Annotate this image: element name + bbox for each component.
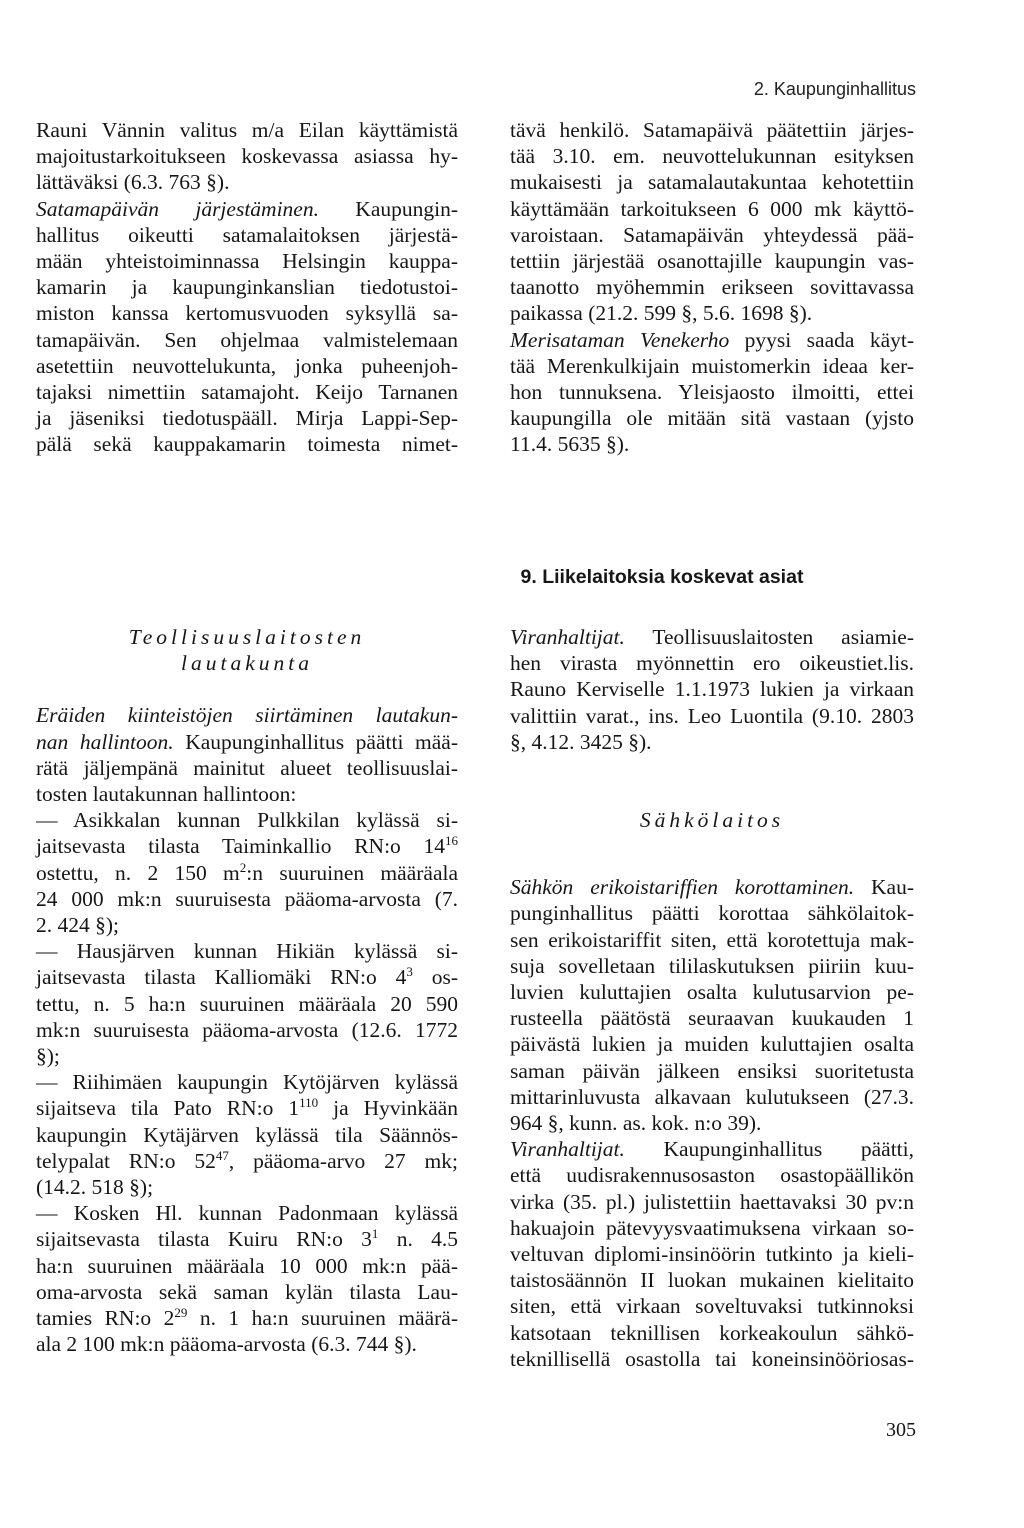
text-line: — Hausjärven kunnan Hikiän kylässä si- — [36, 939, 458, 964]
section-title — [0, 566, 1024, 589]
section-title-text: 9. Liikelaitoksia koskevat asiat — [520, 566, 804, 588]
bottom-right-column — [510, 624, 914, 1372]
text-line: — Kosken Hl. kunnan Padonmaan kylässä — [36, 1201, 458, 1226]
text-line — [36, 833, 458, 859]
text-line: kamarin ja kaupunginkanslian tiedotustoi- — [36, 275, 458, 300]
text-line: asetettiin neuvottelukunta, jonka puheenjoh- — [36, 353, 458, 378]
text-line — [36, 1226, 458, 1252]
erikoistariffit-paragraph-start — [510, 874, 914, 900]
satamapaiva-paragraph-start — [36, 196, 458, 222]
text-line: kaupungin Kytäjärven kylässä tila Säännös- — [36, 1122, 458, 1147]
text-line: ala 2 100 mk:n pääoma-arvosta (6.3. 744 §). — [36, 1332, 417, 1357]
text-line: — Riihimäen kaupungin Kytöjärven kylässä — [36, 1070, 458, 1095]
text-run: Kaupunginhallitus päätti mää- — [185, 729, 458, 754]
text-line: 2. 424 §); — [36, 913, 120, 938]
text-line: kaupungilla ole mitään sitä vastaan (yjsto — [510, 406, 914, 431]
text-line: virka (35. pl.) julistettiin haettavaksi 30 pv:n — [510, 1189, 914, 1214]
text-run: jaitsevasta tilasta Kalliomäki RN:o 4 — [36, 965, 407, 990]
top-right-column — [510, 117, 914, 458]
text-line: Rauni Vännin valitus m/a Eilan käyttämistä — [36, 118, 458, 142]
text-run: ostettu, n. 2 150 m — [36, 860, 240, 885]
viranhaltijat-paragraph-start — [510, 624, 914, 650]
text-line — [36, 1305, 458, 1331]
spacer — [510, 755, 914, 807]
superscript: 110 — [299, 1095, 319, 1111]
text-line: tää Merenkulkijain muistomerkin ideaa ker- — [510, 353, 914, 378]
text-line: 11.4. 5635 §). — [510, 432, 630, 457]
text-line: teknillisellä osastolla tai koneinsinööriosas- — [510, 1346, 914, 1371]
running-header: 2. Kaupunginhallitus — [753, 79, 916, 99]
text-line: (14.2. 518 §); — [36, 1175, 154, 1200]
text-line — [36, 1148, 458, 1174]
text-run: tamies RN:o 2 — [36, 1306, 175, 1331]
text-line: tajaksi nimettiin satamajoht. Keijo Tarnanen — [36, 380, 458, 405]
text-line: saman päivän jälkeen ensiksi suoritetusta — [510, 1058, 914, 1083]
text-run: Kaupungin- — [355, 196, 458, 221]
text-line: Rauno Kerviselle 1.1.1973 lukien ja virkaan — [510, 677, 914, 702]
text-line: paikassa (21.2. 599 §, 5.6. 1698 §). — [510, 301, 813, 326]
erikoistariffit-heading: Sähkön erikoistariffien korottaminen. — [510, 875, 855, 900]
text-line: mään yhteistoiminnassa Helsingin kauppa- — [36, 249, 458, 274]
text-line: katsotaan teknillisen korkeakoulun sähkö- — [510, 1320, 914, 1345]
text-line: luvien kuluttajien osalta kulutusarvion pe- — [510, 980, 914, 1005]
viranhaltijat-heading: Viranhaltijat. — [510, 1137, 625, 1162]
superscript: 1 — [371, 1226, 379, 1242]
text-line: tää 3.10. em. neuvottelukunnan esityksen — [510, 144, 914, 169]
text-line: 964 §, kunn. as. kok. n:o 39). — [510, 1111, 762, 1136]
text-line: että uudisrakennusosaston osastopäällikön — [510, 1163, 914, 1188]
text-line: ha:n suuruinen määräala 10 000 mk:n pää- — [36, 1253, 458, 1278]
siirto-heading-line2: nan hallintoon. — [36, 729, 174, 754]
text-line: rätä jäljempänä mainitut alueet teollisuuslai- — [36, 755, 458, 780]
text-line: tamapäivän. Sen ohjelmaa valmistelemaan — [36, 327, 458, 352]
text-line: punginhallitus päätti korottaa sähkölaitok- — [510, 901, 914, 926]
text-line: varoistaan. Satamapäivän yhteydessä pää- — [510, 222, 914, 247]
text-line: hakuajoin pätevyysvaatimuksena virkaan so- — [510, 1215, 914, 1240]
text-line: sen erikoistariffit siten, että korotettuja mak- — [510, 927, 914, 952]
spacer — [36, 676, 458, 702]
text-line: ja jäseniksi tiedotuspääll. Mirja Lappi-Sep- — [36, 406, 458, 431]
text-run: pyysi saada käyt- — [744, 327, 915, 352]
text-line: pälä sekä kauppakamarin toimesta nimet- — [36, 432, 458, 457]
superscript: 2 — [239, 859, 247, 875]
committee-title-line2: lautakunta — [181, 651, 313, 676]
text-line: suja sovelletaan tililaskutuksen piiriin kuu- — [510, 953, 914, 978]
text-run: :n suuruinen määräala — [246, 860, 458, 885]
text-line: käyttämään tarkoitukseen 6 000 mk käyttö- — [510, 196, 914, 221]
text-run: n. 4.5 — [378, 1227, 458, 1252]
text-line: hallitus oikeutti satamalaitoksen järjestä- — [36, 222, 458, 247]
text-line: valittiin varat., ins. Leo Luontila (9.10. 2803 — [510, 703, 914, 728]
text-line: mk:n suuruisesta pääoma-arvosta (12.6. 1772 — [36, 1017, 458, 1042]
text-line: miston kanssa kertomusvuoden syksyllä sa- — [36, 301, 458, 326]
text-run: jaitsevasta tilasta Taiminkallio RN:o 14 — [36, 834, 445, 859]
text-line: 24 000 mk:n suuruisesta pääoma-arvosta (7. — [36, 886, 458, 911]
bottom-left-column — [36, 624, 458, 1357]
sahkolaitos-title: Sähkölaitos — [639, 808, 785, 833]
text-run: , pääoma-arvo 27 mk; — [228, 1148, 458, 1173]
text-line: mukaisesti ja satamalautakuntaa kehotettiin — [510, 170, 914, 195]
text-line: rusteella päätöstä seuraavan kuukauden 1 — [510, 1006, 914, 1031]
text-line: mittarinluvusta alkavaan kulutukseen (27.3. — [510, 1084, 914, 1109]
venekerho-heading: Merisataman Venekerho — [510, 327, 730, 352]
text-line: — Asikkalan kunnan Pulkkilan kylässä si- — [36, 808, 458, 833]
text-run: Kau- — [871, 875, 915, 900]
superscript: 3 — [406, 964, 413, 980]
text-line: taistosäännön II luokan mukainen kielitaito — [510, 1268, 914, 1293]
text-line: tävä henkilö. Satamapäivä päätettiin järjes- — [510, 118, 914, 142]
text-line: tettiin järjestää osanottajille kaupungin vas- — [510, 249, 914, 274]
venekerho-paragraph-start — [510, 327, 914, 353]
text-line: tettu, n. 5 ha:n suuruinen määräala 20 590 — [36, 991, 458, 1016]
text-line: oma-arvosta sekä saman kylän tilasta Lau- — [36, 1279, 458, 1304]
text-run: os- — [412, 965, 459, 990]
text-line — [36, 1095, 458, 1121]
page-number: 305 — [886, 1419, 916, 1441]
text-line: tosten lautakunnan hallintoon: — [36, 782, 297, 807]
text-line: hon tunnuksena. Yleisjaosto ilmoitti, ettei — [510, 380, 914, 405]
viranhaltijat-heading: Viranhaltijat. — [510, 625, 625, 649]
text-line — [36, 964, 458, 990]
superscript: 29 — [174, 1305, 188, 1321]
siirto-paragraph-start — [36, 729, 458, 755]
text-line — [36, 860, 458, 886]
viranhaltijat-paragraph-start — [510, 1136, 914, 1162]
text-line: taanotto myöhemmin erikseen sovittavassa — [510, 275, 914, 300]
satamapaiva-heading: Satamapäivän järjestäminen. — [36, 196, 319, 221]
text-line: §); — [36, 1044, 60, 1069]
siirto-heading-line1: Eräiden kiinteistöjen siirtäminen lautakun- — [36, 703, 458, 728]
text-line: lättäväksi (6.3. 763 §). — [36, 170, 230, 195]
superscript: 16 — [445, 833, 458, 849]
text-run: telypalat RN:o 52 — [36, 1148, 216, 1173]
text-run: Kaupunginhallitus päätti, — [663, 1137, 914, 1162]
text-line: hen virasta myönnettin ero oikeustiet.lis. — [510, 651, 914, 676]
text-run: sijaitsevasta tilasta Kuiru RN:o 3 — [36, 1227, 372, 1252]
superscript: 47 — [215, 1147, 229, 1163]
top-left-column — [36, 117, 458, 458]
text-run: sijaitseva tila Pato RN:o 1 — [36, 1096, 300, 1121]
text-run: n. 1 ha:n suuruinen määrä- — [187, 1306, 458, 1331]
text-line: §, 4.12. 3425 §). — [510, 729, 652, 754]
text-run: ja Hyvinkään — [318, 1096, 458, 1121]
text-line: siten, että virkaan soveltuvaksi tutkinnoksi — [510, 1294, 914, 1319]
text-run: Teollisuuslaitosten asiamie- — [652, 625, 914, 649]
text-line: päivästä lukien ja muiden kuluttajien osalta — [510, 1032, 914, 1057]
spacer — [510, 833, 914, 874]
text-line: veltuvan diplomi-insinöörin tutkinto ja kieli- — [510, 1242, 914, 1267]
committee-title-line1: Teollisuuslaitosten — [128, 625, 366, 649]
text-line: majoitustarkoitukseen koskevassa asiassa hy- — [36, 144, 458, 169]
